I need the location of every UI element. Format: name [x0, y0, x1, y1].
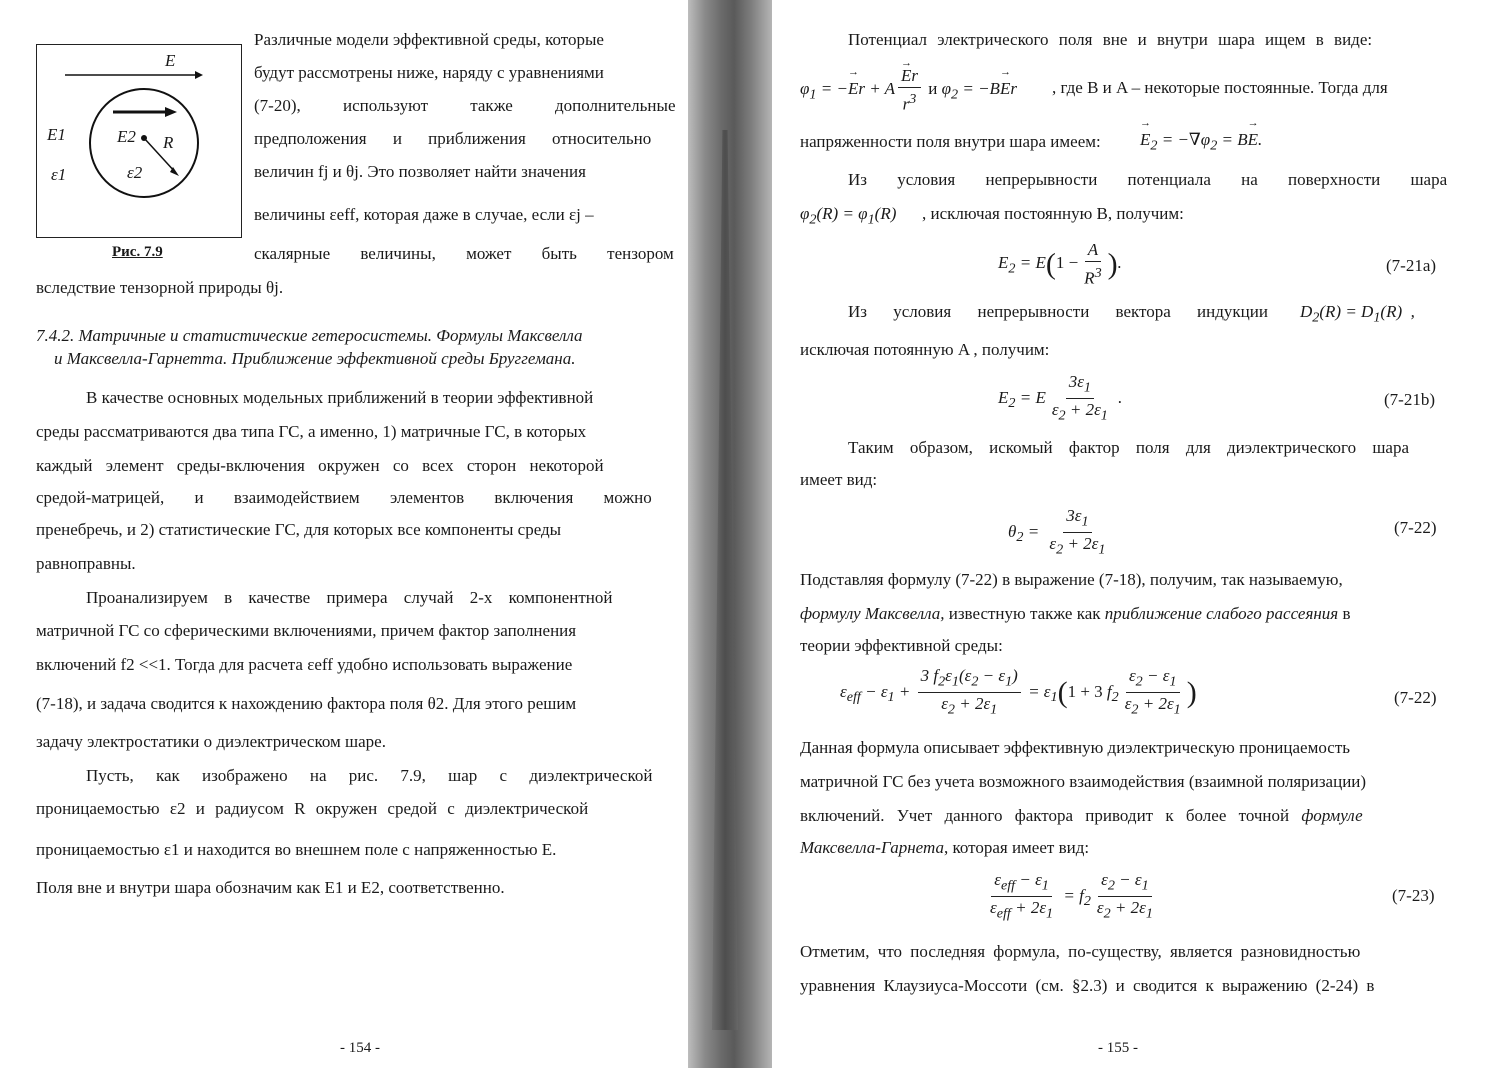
- intro-line: вследствие тензорной природы θj.: [36, 278, 284, 297]
- induction-formula: $D_2(R) = D_1(R)$ ,: [1300, 302, 1415, 326]
- continuity-formula: $\varphi_2(R) = \varphi_1(R)$: [800, 204, 897, 228]
- italic-term: Максвелла-Гарнета: [800, 838, 944, 857]
- body-line: (7-18), и задача сводится к нахождению фактора поля θ2. Для этого решим: [36, 694, 577, 713]
- text-line: матричной ГС без учета возможного взаимодействия (взаимной поляризации): [800, 772, 1367, 791]
- body-line: Поля вне и внутри шара обозначим как E1 и E2, соответственно.: [36, 878, 505, 897]
- outer-field-label: E1: [47, 125, 66, 144]
- text-line: Отметим, что последняя формула, по-существу, является разновидностью: [800, 942, 1361, 961]
- body-line: включений f2 <<1. Тогда для расчета εeff удобно использовать выражение: [36, 655, 573, 674]
- figure-7-9: [36, 44, 242, 238]
- text-span: известную также как: [944, 604, 1105, 623]
- inner-field-label: E2: [117, 127, 136, 146]
- text-line: исключая потоянную A , получим:: [800, 340, 1050, 359]
- intro-line: предположения и приближения относительно: [254, 129, 652, 148]
- text-line: [800, 806, 1363, 826]
- text-line: Из условия непрерывности потенциала на поверхности шара: [848, 170, 1448, 189]
- equation-7-21a: $E_2 = E(1$ − $\frac{A}{R^3}$ ).: [998, 240, 1122, 288]
- text-line: теории эффективной среды:: [800, 636, 1003, 655]
- page-number: - 155 -: [1098, 1040, 1138, 1056]
- intro-line: (7-20), используют также дополнительные: [254, 96, 676, 115]
- text-line: [800, 604, 1351, 624]
- equation-number: (7-23): [1392, 886, 1435, 905]
- text-span: , которая имеет вид:: [943, 838, 1090, 857]
- equation-number: (7-21a): [1386, 256, 1437, 275]
- field-label: E: [165, 51, 176, 70]
- body-line: средой-матрицей, и взаимодействием элементов включения можно: [36, 488, 652, 507]
- text-line: имеет вид:: [800, 470, 878, 489]
- intro-line: скалярные величины, может быть тензором: [254, 244, 674, 263]
- sphere-diagram: [37, 45, 241, 237]
- text-line: Данная формула описывает эффективную диэлектрическую проницаемость: [800, 738, 1351, 757]
- body-line: каждый элемент среды-включения окружен со всех сторон некоторой: [36, 456, 604, 475]
- intro-line: будут рассмотрены ниже, наряду с уравнениями: [254, 63, 604, 82]
- intro-line: величин fj и θj. Это позволяет найти значения: [254, 162, 586, 181]
- body-line: пренебречь, и 2) статистические ГС, для которых все компоненты среды: [36, 520, 562, 539]
- text-line: Таким образом, искомый фактор поля для диэлектрического шара: [848, 438, 1410, 457]
- equation-number: (7-21b): [1384, 390, 1435, 409]
- text-span: включений. Учет данного фактора приводит к более точной: [800, 806, 1302, 825]
- outer-eps-label: ε1: [51, 165, 67, 184]
- text-line: Потенциал электрического поля вне и внутри шара ищем в виде:: [848, 30, 1373, 49]
- body-line: Проанализируем в качестве примера случай 2-х компонентной: [86, 588, 613, 607]
- maxwell-formula: $\varepsilon_{eff} - \varepsilon_1$ + $\frac{3 f_2\varepsilon_1(\varepsilon_2 - \varepsilon_1)}{\varepsilon_2 + 2\varepsilon_1}$ = $\varepsilon_1(1 + 3$ $f_2$ $\frac{\varepsilon_2 - \varepsilon_1}{\varepsilon_2 + 2\varepsilon_1}$ ): [840, 666, 1197, 718]
- text-line: уравнения Клаузиуса-Моссоти (см. §2.3) и сводится к выражению (2-24) в: [800, 976, 1375, 995]
- body-line: В качестве основных модельных приближений в теории эффективной: [86, 388, 594, 407]
- inner-eps-label: ε2: [127, 163, 143, 182]
- equation-number: (7-22): [1394, 688, 1437, 707]
- text-line: Подставляя формулу (7-22) в выражение (7-18), получим, так называемую,: [800, 570, 1343, 589]
- radius-label: R: [163, 133, 174, 152]
- equation-number: (7-22): [1394, 518, 1437, 537]
- body-line: проницаемостью ε2 и радиусом R окружен средой с диэлектрической: [36, 799, 589, 818]
- field-inside-formula: → $E_2 = -\nabla\varphi_2 = B\to E$.: [1140, 130, 1262, 154]
- right-page: [770, 0, 1498, 1068]
- body-line: матричной ГС со сферическими включениями, причем фактор заполнения: [36, 621, 577, 640]
- intro-line: Различные модели эффективной среды, которые: [254, 30, 604, 49]
- body-line: проницаемостью ε1 и находится во внешнем поле с напряженностью E.: [36, 840, 557, 859]
- body-line: равноправны.: [36, 554, 136, 573]
- equation-7-22-theta: $\theta_2$ = $\frac{3\varepsilon_1}{\varepsilon_2 + 2\varepsilon_1}$: [1008, 506, 1106, 558]
- left-page: [0, 0, 690, 1068]
- figure-caption: Рис. 7.9: [112, 244, 163, 260]
- equation-7-21b: $E_2 = E$ $\frac{3\varepsilon_1}{\varepsilon_2 + 2\varepsilon_1}$ .: [998, 372, 1123, 424]
- potential-formula: $\varphi_1$ = −→ Er + A → $\frac{Er}{r^3}$ и $\varphi_2 = -B\to Er$: [800, 66, 1017, 115]
- text-line: Из условия непрерывности вектора индукции: [848, 302, 1268, 321]
- text-line: , где B и A – некоторые постоянные. Тогда для: [1052, 78, 1388, 97]
- text-line: напряженности поля внутри шара имеем:: [800, 132, 1101, 151]
- section-heading: и Максвелла-Гарнетта. Приближение эффективной среды Бруггемана.: [54, 349, 576, 368]
- maxwell-garnett-formula: $\frac{\varepsilon_{eff} - \varepsilon_1}{\varepsilon_{eff} + 2\varepsilon_1}$ = $f_2$ $\frac{\varepsilon_2 - \varepsilon_1}{\varepsilon_2 + 2\varepsilon_1}$: [990, 870, 1153, 922]
- body-line: задачу электростатики о диэлектрическом шаре.: [36, 732, 386, 751]
- italic-term: приближение слабого рассеяния: [1104, 604, 1339, 623]
- text-line: , исключая постоянную B, получим:: [922, 204, 1184, 223]
- text-span: в: [1338, 604, 1351, 623]
- section-heading: 7.4.2. Матричные и статистические гетеросистемы. Формулы Максвелла: [36, 326, 583, 345]
- text-line: [800, 838, 1089, 858]
- italic-term: формулу Максвелла,: [800, 604, 945, 623]
- page-number: - 154 -: [340, 1040, 380, 1056]
- intro-line: величины εeff, которая даже в случае, если εj –: [254, 205, 594, 224]
- body-line: Пусть, как изображено на рис. 7.9, шар с диэлектрической: [86, 766, 653, 785]
- body-line: среды рассматриваются два типа ГС, а именно, 1) матричные ГС, в которых: [36, 422, 587, 441]
- italic-term: формуле: [1301, 806, 1363, 825]
